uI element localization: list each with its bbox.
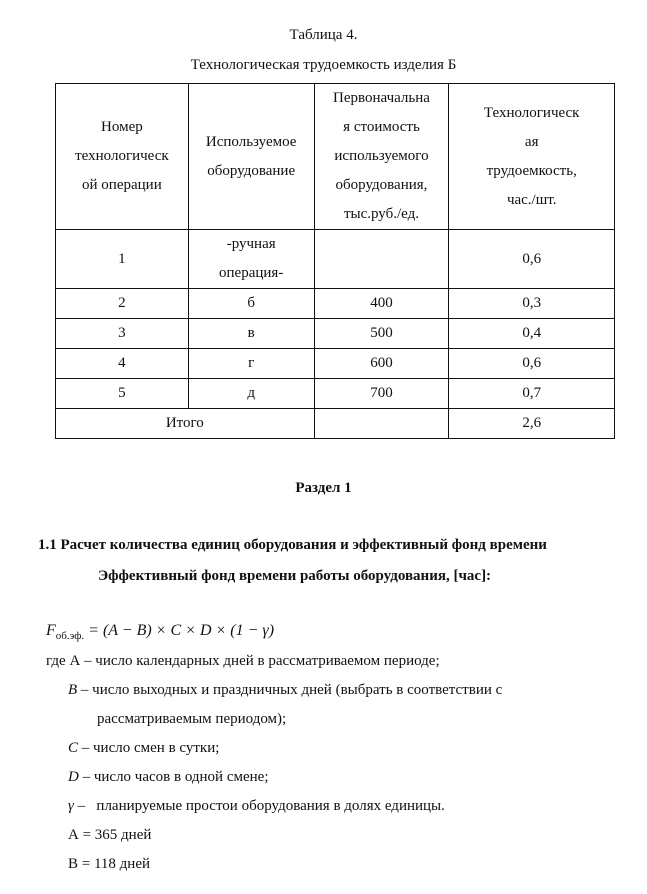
table-header-row <box>56 84 615 230</box>
cell-equipment: -ручная операция- <box>188 230 314 289</box>
cell-number: 4 <box>56 349 189 379</box>
table-row <box>56 319 615 349</box>
labor-intensity-table <box>55 83 615 439</box>
cell-number: 3 <box>56 319 189 349</box>
cell-number: 5 <box>56 379 189 409</box>
cell-cost: 700 <box>314 379 449 409</box>
symbol-d: D <box>68 769 79 785</box>
definition-c-text: – число смен в сутки; <box>78 740 220 756</box>
definition-d <box>68 769 269 786</box>
cell-cost: 500 <box>314 319 449 349</box>
definition-b-continued: рассматриваемым периодом); <box>97 711 287 727</box>
table-row <box>56 349 615 379</box>
table-row <box>56 379 615 409</box>
cell-cost: 400 <box>314 289 449 319</box>
formula-rhs: = (A − B) × C × D × (1 − γ) <box>84 622 275 639</box>
section-heading: 1.1 Расчет количества единиц оборудования и эффективный фонд времени <box>38 537 547 553</box>
header-operation-number: Номер технологическ ой операции <box>56 84 189 230</box>
definition-a: где А – число календарных дней в рассматриваемом периоде; <box>46 653 440 669</box>
formula-lhs-subscript: об.эф. <box>55 630 85 642</box>
table-title: Технологическая трудоемкость изделия Б <box>190 57 457 73</box>
cell-labor: 0,4 <box>449 319 615 349</box>
definition-d-text: – число часов в одной смене; <box>78 769 269 785</box>
cell-labor: 0,6 <box>449 230 615 289</box>
total-value: 2,6 <box>449 409 615 439</box>
table-total-row <box>56 409 615 439</box>
definition-c <box>68 740 219 757</box>
definition-b-text: – число выходных и праздничных дней (выбрать в соответствии с <box>77 682 503 698</box>
value-a: А = 365 дней <box>68 827 152 843</box>
cell-equipment: г <box>188 349 314 379</box>
cell-equipment: в <box>188 319 314 349</box>
definition-gamma <box>68 798 445 815</box>
table-row <box>56 289 615 319</box>
section-subheading: Эффективный фонд времени работы оборудования, [час]: <box>98 568 492 584</box>
total-cost <box>314 409 449 439</box>
cell-cost <box>314 230 449 289</box>
definition-b <box>68 682 502 699</box>
table-row <box>56 230 615 289</box>
formula-lhs: F <box>46 622 56 639</box>
symbol-b: B <box>68 682 78 698</box>
cell-labor: 0,6 <box>449 349 615 379</box>
formula <box>46 622 274 642</box>
symbol-gamma: γ <box>68 798 74 814</box>
symbol-c: C <box>68 740 79 756</box>
cell-cost: 600 <box>314 349 449 379</box>
section-title: Раздел 1 <box>295 480 352 496</box>
header-equipment: Используемое оборудование <box>188 84 314 230</box>
total-label: Итого <box>56 409 315 439</box>
header-labor-intensity: Технологическ ая трудоемкость, час./шт. <box>449 84 615 230</box>
header-initial-cost: Первоначальна я стоимость используемого оборудования, тыс.руб./ед. <box>314 84 449 230</box>
cell-labor: 0,3 <box>449 289 615 319</box>
table-caption: Таблица 4. <box>289 27 358 43</box>
cell-equipment: б <box>188 289 314 319</box>
cell-number: 1 <box>56 230 189 289</box>
cell-labor: 0,7 <box>449 379 615 409</box>
cell-number: 2 <box>56 289 189 319</box>
cell-equipment: д <box>188 379 314 409</box>
value-b: В = 118 дней <box>68 856 151 872</box>
definition-gamma-text: – планируемые простои оборудования в долях единицы. <box>73 798 445 814</box>
